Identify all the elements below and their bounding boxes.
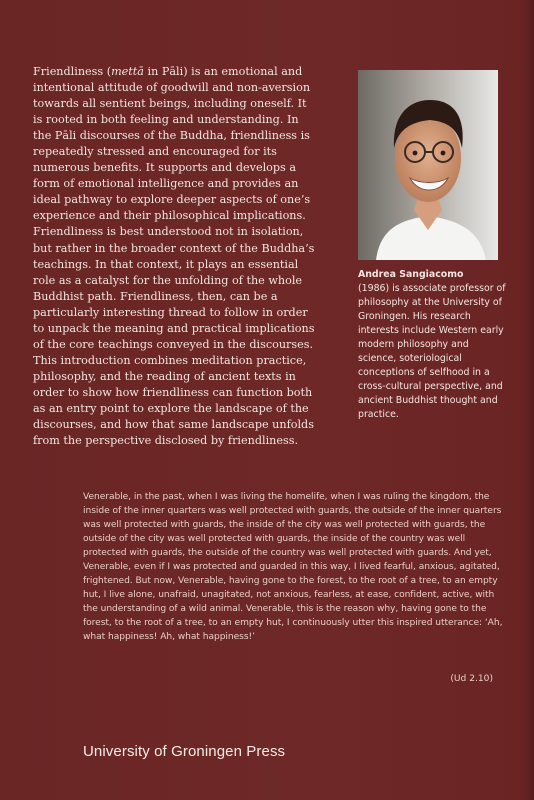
author-name: Andrea Sangiacomo xyxy=(358,269,464,280)
description-intro: Friendliness ( xyxy=(33,65,112,78)
publisher-name: University of Groningen Press xyxy=(83,743,286,760)
book-description xyxy=(33,64,315,449)
author-bio-text: (1986) is associate professor of philosophy at the University of Groningen. His research interests include Western early modern philosophy and science, soteriological conceptions of selfhood in a cross-cultural perspective, and ancient Buddhist thought and practice. xyxy=(358,283,506,420)
author-bio xyxy=(358,268,508,422)
quotation-citation: (Ud 2.10) xyxy=(450,674,493,684)
cover-edge-shadow xyxy=(520,0,534,800)
pali-term: mettā xyxy=(111,65,144,78)
author-photo xyxy=(358,70,498,260)
description-body: in Pāli) is an emotional and intentional attitude of goodwill and non-aversion towards all sentient beings, including oneself. It is rooted in both feeling and understanding. In the Pāli discourses of the Buddha, friendliness is repeatedly stressed and encouraged for its numerous benefits. It supports and develops a form of emotional intelligence and provides an ideal pathway to explore deeper aspects of one’s experience and their philosophical implications. Friendliness is best understood not in isolation, but rather in the broader context of the Buddha’s teachings. In that context, it plays an essential role as a catalyst for the unfolding of the whole Buddhist path. Friendliness, then, can be a particularly interesting thread to follow in order to unpack the meaning and practical implications of the core teachings conveyed in the discourses. This introduction combines meditation practice, philosophy, and the reading of ancient texts in order to show how friendliness can function both as an entry point to explore the landscape of the discourses, and how that same landscape unfolds from the perspective disclosed by friendliness. xyxy=(33,65,315,448)
quotation: Venerable, in the past, when I was living the homelife, when I was ruling the kingdom, the inside of the inner quarters was well protected with guards, the outside of the inner quarters was well protected with guards, the inside of the city was well protected with guards, the outside of the city was well protected with guards, the inside of the country was well protected with guards, the outside of the country was well protected with guards. And yet, Venerable, even if I was protected and guarded in this way, I lived fearful, anxious, agitated, frightened. But now, Venerable, having gone to the forest, to the root of a tree, to an empty hut, I live alone, unafraid, unagitated, not anxious, fearless, at ease, confident, active, with the understanding of a wild animal. Venerable, this is the reason why, having gone to the forest, to the root of a tree, to an empty hut, I continuously utter this inspired utterance: ‘Ah, what happiness! Ah, what happiness!’ xyxy=(83,492,503,642)
author-portrait-image xyxy=(358,70,498,260)
